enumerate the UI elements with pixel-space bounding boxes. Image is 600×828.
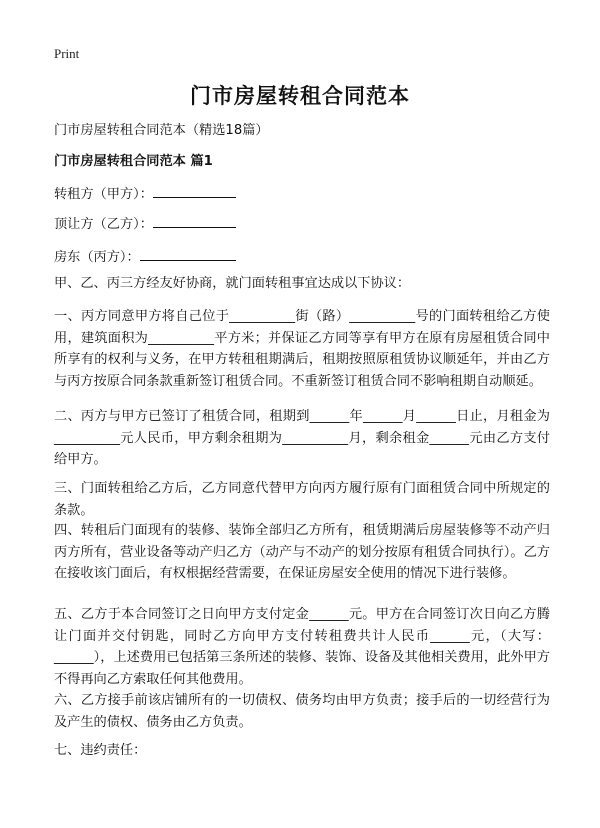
clause-6: 六、乙方接手前该店铺所有的一切债权、债务均由甲方负责；接手后的一切经营行为及产生的债权、债务由乙方负责。 <box>54 693 550 730</box>
party-b-row <box>54 212 236 235</box>
party-a-blank <box>153 182 236 198</box>
clause-3: 三、门面转租给乙方后，乙方同意代替甲方向丙方履行原有门面租赁合同中所规定的条款。 <box>54 481 550 518</box>
document-subtitle: 门市房屋转租合同范本（精选18篇） <box>54 123 269 138</box>
agreement-intro: 甲、乙、丙三方经友好协商，就门面转租事宜达成以下协议： <box>54 276 411 291</box>
print-link[interactable]: Print <box>54 46 80 61</box>
party-a-label: 转租方（甲方）： <box>54 187 153 202</box>
clause-2: 二、丙方与甲方已签订了租赁合同，租期到______年______月______日止，月租金为__________元人民币，甲方剩余租期为__________月，剩余租金______元由乙方支付给甲方。 <box>54 409 550 467</box>
section-heading: 门市房屋转租合同范本 篇1 <box>54 154 213 169</box>
party-c-row <box>54 245 236 268</box>
party-b-blank <box>153 212 236 228</box>
document-title: 门市房屋转租合同范本 <box>190 84 410 108</box>
clause-1: 一、丙方同意甲方将自己位于__________街（路）__________号的门面转租给乙方使用，建筑面积为__________平方米；并保证乙方同等享有甲方在原有房屋租赁合同中所享有的权利与义务，在甲方转租租期满后，租期按照原租赁协议顺延年，并由乙方与丙方按原合同条款重新签订租赁合同。不重新签订租赁合同不影响租期自动顺延。 <box>54 309 550 389</box>
party-b-label: 顶让方（乙方）： <box>54 217 153 232</box>
clause-7: 七、违约责任： <box>54 743 147 758</box>
party-c-label: 房东（丙方）： <box>54 250 140 265</box>
clause-4: 四、转租后门面现有的装修、装饰全部归乙方所有，租赁期满后房屋装修等不动产归丙方所有，营业设备等动产归乙方（动产与不动产的划分按原有租赁合同执行）。乙方在接收该门面后，有权根据经营需要，在保证房屋安全使用的情况下进行装修。 <box>54 523 550 581</box>
party-c-blank <box>140 245 236 261</box>
party-a-row <box>54 182 236 205</box>
clause-5: 五、乙方于本合同签订之日向甲方支付定金______元。甲方在合同签订次日向乙方腾让门面并交付钥匙，同时乙方向甲方支付转租费共计人民币______元，（大写：______），上述费用已包括第三条所述的装修、装饰、设备及其他相关费用，此外甲方不得再向乙方索取任何其他费用。 <box>54 607 550 687</box>
